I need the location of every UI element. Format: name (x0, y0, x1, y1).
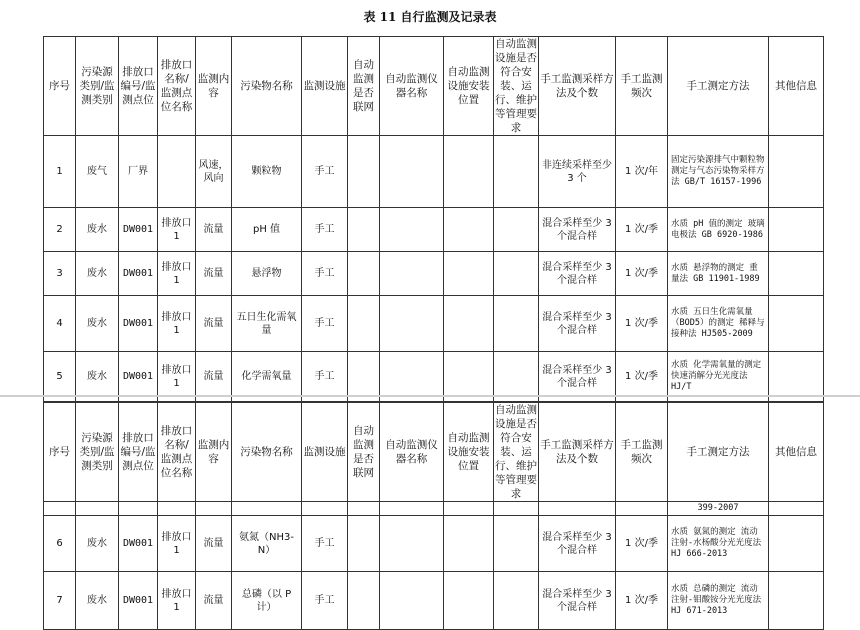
header-cell: 手工监测采样方法及个数 (539, 403, 616, 502)
auto-install-position (444, 136, 494, 208)
continuation-row (44, 502, 824, 516)
monitoring-facility: 手工 (302, 352, 348, 402)
manual-test-method: 固定污染源排气中颗粒物测定与气态污染物采样方法 GB/T 16157-1996 (668, 136, 769, 208)
header-cell: 自动监测设施安装位置 (444, 37, 494, 136)
auto-compliance (494, 136, 539, 208)
monitoring-facility: 手工 (302, 572, 348, 630)
row-number: 3 (44, 252, 76, 296)
outlet-code: DW001 (119, 516, 158, 572)
manual-test-method: 水质 总磷的测定 流动注射-钼酸铵分光光度法 HJ 671-2013 (668, 572, 769, 630)
sampling-method: 混合采样至少 3 个混合样 (539, 352, 616, 402)
auto-compliance (494, 516, 539, 572)
table-title: 表 11 自行监测及记录表 (363, 10, 497, 24)
auto-instrument-name (380, 296, 444, 352)
header-cell: 排放口编号/监测点位 (119, 37, 158, 136)
monitoring-table-part1 (43, 36, 824, 402)
table-row (44, 208, 824, 252)
other-info (769, 516, 824, 572)
header-cell: 自动监测设施是否符合安装、运行、维护等管理要求 (495, 404, 537, 500)
header-cell: 其他信息 (769, 403, 824, 502)
header-cell: 监测内容 (196, 37, 232, 136)
header-cell: 自动监测仪器名称 (380, 403, 444, 502)
auto-install-position (444, 352, 494, 402)
monitoring-frequency: 1 次/季 (616, 572, 668, 630)
header-cell: 污染物名称 (232, 37, 302, 136)
auto-networked (348, 136, 380, 208)
auto-install-position (444, 572, 494, 630)
pollutant-name: pH 值 (232, 208, 302, 252)
header-cell: 污染源类别/监测类别 (76, 37, 119, 136)
monitoring-facility: 手工 (302, 296, 348, 352)
pollution-category: 废水 (76, 572, 119, 630)
row-number: 4 (44, 296, 76, 352)
outlet-name (158, 136, 196, 208)
outlet-code: DW001 (119, 208, 158, 252)
auto-compliance (494, 208, 539, 252)
auto-install-position (444, 516, 494, 572)
auto-install-position (444, 208, 494, 252)
other-info (769, 252, 824, 296)
monitoring-content: 流量 (196, 296, 232, 352)
header-cell: 序号 (44, 37, 76, 136)
header-cell: 自动监测仪器名称 (380, 37, 444, 136)
table-row (44, 252, 824, 296)
header-cell: 监测设施 (302, 37, 348, 136)
header-cell: 手工测定方法 (668, 37, 769, 136)
auto-instrument-name (380, 516, 444, 572)
auto-compliance (494, 352, 539, 402)
monitoring-frequency: 1 次/年 (616, 136, 668, 208)
table-row (44, 352, 824, 402)
outlet-name: 排放口1 (158, 352, 196, 402)
outlet-code: DW001 (119, 352, 158, 402)
other-info (769, 208, 824, 252)
manual-test-method: 水质 五日生化需氧量（BOD5）的测定 稀释与接种法 HJ505-2009 (668, 296, 769, 352)
pollutant-name: 颗粒物 (232, 136, 302, 208)
sampling-method: 混合采样至少 3 个混合样 (539, 572, 616, 630)
header-cell: 其他信息 (769, 37, 824, 136)
monitoring-facility: 手工 (302, 252, 348, 296)
auto-networked (348, 352, 380, 402)
row-number: 2 (44, 208, 76, 252)
pollution-category: 废水 (76, 516, 119, 572)
header-cell: 监测设施 (302, 403, 348, 502)
monitoring-content: 风速，风向 (196, 136, 232, 208)
pollutant-name: 氨氮（NH3-N） (232, 516, 302, 572)
monitoring-frequency: 1 次/季 (616, 516, 668, 572)
auto-instrument-name (380, 572, 444, 630)
other-info (769, 136, 824, 208)
monitoring-frequency: 1 次/季 (616, 208, 668, 252)
auto-networked (348, 572, 380, 630)
sampling-method: 非连续采样至少 3 个 (539, 136, 616, 208)
monitoring-table-part2 (43, 402, 824, 630)
auto-networked (348, 208, 380, 252)
manual-test-method: 水质 化学需氧量的测定 快速消解分光光度法 HJ/T (668, 352, 769, 402)
header-cell: 污染物名称 (232, 403, 302, 502)
pollution-category: 废气 (76, 136, 119, 208)
table-row (44, 516, 824, 572)
header-cell: 序号 (44, 403, 76, 502)
auto-install-position (444, 252, 494, 296)
row-number: 5 (44, 352, 76, 402)
pollution-category: 废水 (76, 208, 119, 252)
pollution-category: 废水 (76, 352, 119, 402)
table-row (44, 136, 824, 208)
sampling-method: 混合采样至少 3 个混合样 (539, 296, 616, 352)
pollutant-name: 化学需氧量 (232, 352, 302, 402)
manual-test-method: 水质 pH 值的测定 玻璃电极法 GB 6920-1986 (668, 208, 769, 252)
auto-instrument-name (380, 252, 444, 296)
outlet-code: DW001 (119, 252, 158, 296)
sampling-method: 混合采样至少 3 个混合样 (539, 252, 616, 296)
manual-test-method: 水质 氨氮的测定 流动注射-水杨酸分光光度法 HJ 666-2013 (668, 516, 769, 572)
pollutant-name: 总磷（以 P 计） (232, 572, 302, 630)
sampling-method: 混合采样至少 3 个混合样 (539, 208, 616, 252)
pollution-category: 废水 (76, 252, 119, 296)
table-row (44, 572, 824, 630)
auto-install-position (444, 296, 494, 352)
table-header-row (44, 37, 824, 136)
header-cell: 排放口编号/监测点位 (119, 403, 158, 502)
monitoring-frequency: 1 次/季 (616, 252, 668, 296)
header-cell: 自动监测设施安装位置 (444, 403, 494, 502)
header-cell: 手工监测频次 (616, 37, 668, 136)
row-number: 6 (44, 516, 76, 572)
monitoring-content: 流量 (196, 208, 232, 252)
other-info (769, 352, 824, 402)
pollutant-name: 悬浮物 (232, 252, 302, 296)
monitoring-facility: 手工 (302, 136, 348, 208)
header-cell: 监测内容 (196, 403, 232, 502)
monitoring-content: 流量 (196, 252, 232, 296)
page-break-divider (0, 395, 860, 397)
monitoring-content: 流量 (196, 352, 232, 402)
auto-compliance (494, 572, 539, 630)
outlet-code: DW001 (119, 296, 158, 352)
header-cell: 排放口名称/监测点位名称 (158, 403, 196, 502)
auto-instrument-name (380, 136, 444, 208)
row-number: 1 (44, 136, 76, 208)
monitoring-content: 流量 (196, 516, 232, 572)
auto-instrument-name (380, 352, 444, 402)
outlet-name: 排放口1 (158, 208, 196, 252)
table-row (44, 296, 824, 352)
outlet-code: DW001 (119, 572, 158, 630)
header-cell: 手工测定方法 (668, 403, 769, 502)
auto-compliance (494, 252, 539, 296)
outlet-name: 排放口1 (158, 516, 196, 572)
auto-compliance (494, 296, 539, 352)
outlet-code: 厂界 (119, 136, 158, 208)
monitoring-frequency: 1 次/季 (616, 296, 668, 352)
monitoring-facility: 手工 (302, 208, 348, 252)
outlet-name: 排放口1 (158, 252, 196, 296)
header-cell: 自动监测是否联网 (348, 403, 380, 502)
header-cell: 污染源类别/监测类别 (76, 403, 119, 502)
pollution-category: 废水 (76, 296, 119, 352)
sampling-method: 混合采样至少 3 个混合样 (539, 516, 616, 572)
manual-test-method: 水质 悬浮物的测定 重量法 GB 11901-1989 (668, 252, 769, 296)
pollutant-name: 五日生化需氧量 (232, 296, 302, 352)
monitoring-frequency: 1 次/季 (616, 352, 668, 402)
header-cell: 自动监测是否联网 (348, 37, 380, 136)
table-header-row (44, 403, 824, 502)
other-info (769, 296, 824, 352)
auto-networked (348, 252, 380, 296)
auto-networked (348, 296, 380, 352)
auto-instrument-name (380, 208, 444, 252)
other-info (769, 572, 824, 630)
auto-networked (348, 516, 380, 572)
method-continuation: 399-2007 (668, 502, 769, 516)
header-cell: 手工监测频次 (616, 403, 668, 502)
header-cell: 手工监测采样方法及个数 (539, 37, 616, 136)
monitoring-content: 流量 (196, 572, 232, 630)
outlet-name: 排放口1 (158, 572, 196, 630)
outlet-name: 排放口1 (158, 296, 196, 352)
header-cell: 自动监测设施是否符合安装、运行、维护等管理要求 (495, 38, 537, 134)
header-cell: 排放口名称/监测点位名称 (158, 37, 196, 136)
monitoring-facility: 手工 (302, 516, 348, 572)
row-number: 7 (44, 572, 76, 630)
